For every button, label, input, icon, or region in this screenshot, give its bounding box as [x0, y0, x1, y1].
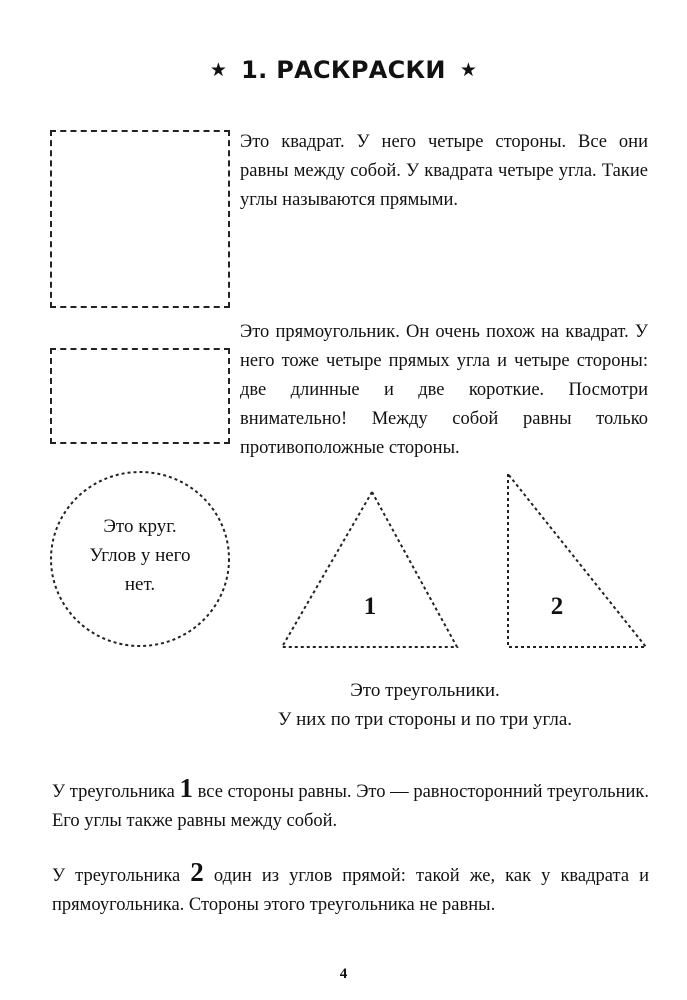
- triangle-1-figure: [282, 492, 457, 647]
- circle-line: Это круг.: [103, 516, 177, 537]
- circle-label: [52, 512, 228, 599]
- page-number: 4: [339, 966, 348, 982]
- rectangle-description: Это прямоугольник. Он очень похож на квадрат. У него тоже четыре прямых угла и четыре стороны: две длинные и две короткие. Посмотри внимательно! Между собой равны только противоположные стороны.: [240, 322, 648, 458]
- desc-text: У треугольника: [52, 782, 180, 802]
- star-icon: ★: [459, 59, 478, 81]
- title-text: 1. РАСКРАСКИ: [241, 56, 446, 84]
- desc-text: все стороны равны. Это — равносторонний треугольник. Его углы также равны между собой.: [52, 782, 649, 831]
- square-description: Это квадрат. У него четыре стороны. Все они равны между собой. У квадрата четыре угла. Такие углы называются прямыми.: [240, 132, 648, 210]
- circle-line: нет.: [124, 574, 156, 595]
- triangle-2-description: [52, 857, 650, 920]
- desc-text: один из углов прямой: такой же, как у квадрата и прямоугольника. Стороны этого треугольника не равны.: [52, 866, 650, 915]
- caption-line: Это треугольники.: [350, 680, 500, 701]
- circle-line: Углов у него: [89, 545, 191, 566]
- caption-line: У них по три стороны и по три угла.: [277, 709, 573, 730]
- triangle-2-label: 2: [550, 593, 564, 620]
- triangle-2-figure: [508, 474, 646, 647]
- star-icon: ★: [209, 59, 228, 81]
- triangle-1-description: [52, 773, 649, 836]
- triangle-1-label: 1: [363, 593, 377, 620]
- desc-text: У треугольника: [52, 866, 191, 886]
- triangles-caption: [220, 676, 630, 734]
- triangle-number: 2: [190, 857, 204, 887]
- triangle-number: 1: [179, 773, 194, 803]
